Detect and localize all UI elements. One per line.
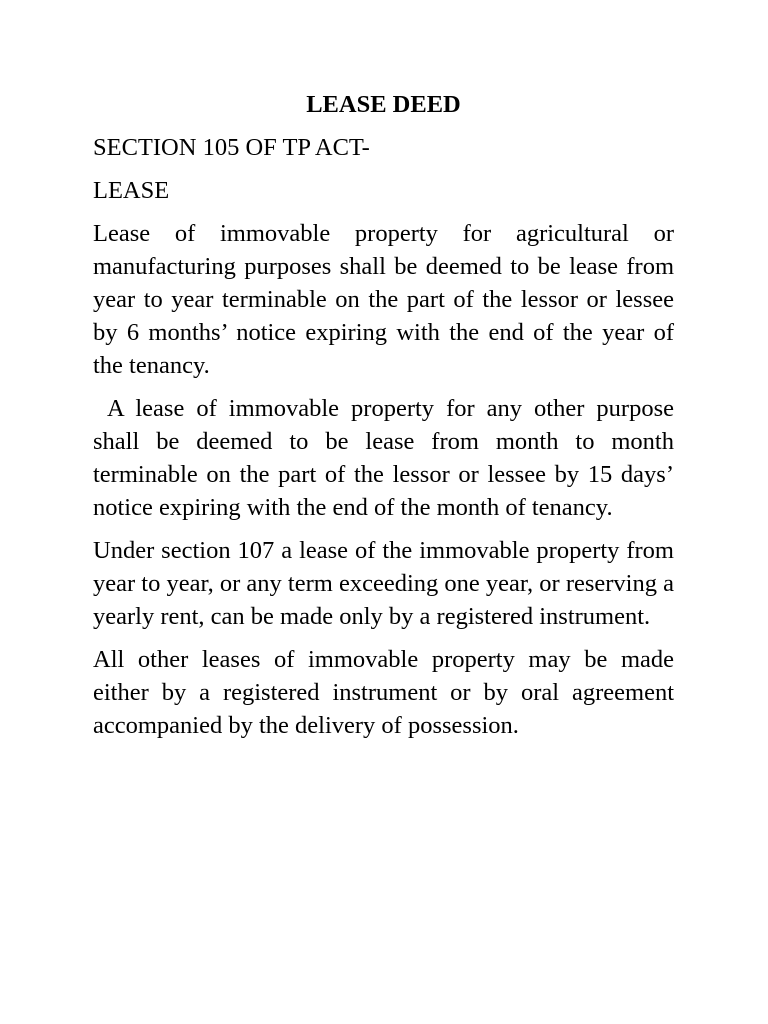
paragraph-section-107: Under section 107 a lease of the immovable property from year to year, or any term exceeding one year, or reserving a yearly rent, can be made only by a registered instrument.	[93, 537, 674, 630]
subheading: LEASE	[93, 177, 170, 204]
paragraph-other-leases: All other leases of immovable property may be made either by a registered instrument or by oral agreement accompanied by the delivery of possession.	[93, 646, 674, 739]
paragraph-other-purpose-lease: A lease of immovable property for any other purpose shall be deemed to be lease from month to month terminable on the part of the lessor or lessee by 15 days’ notice expiring with the end of the month of tenancy.	[93, 395, 674, 521]
document-page	[93, 88, 674, 752]
document-title: LEASE DEED	[306, 91, 461, 118]
section-heading: SECTION 105 OF TP ACT-	[93, 134, 370, 161]
paragraph-agricultural-lease: Lease of immovable property for agricultural or manufacturing purposes shall be deemed to be lease from year to year terminable on the part of the lessor or lessee by 6 months’ notice expiring with the end of the year of the tenancy.	[93, 220, 674, 379]
